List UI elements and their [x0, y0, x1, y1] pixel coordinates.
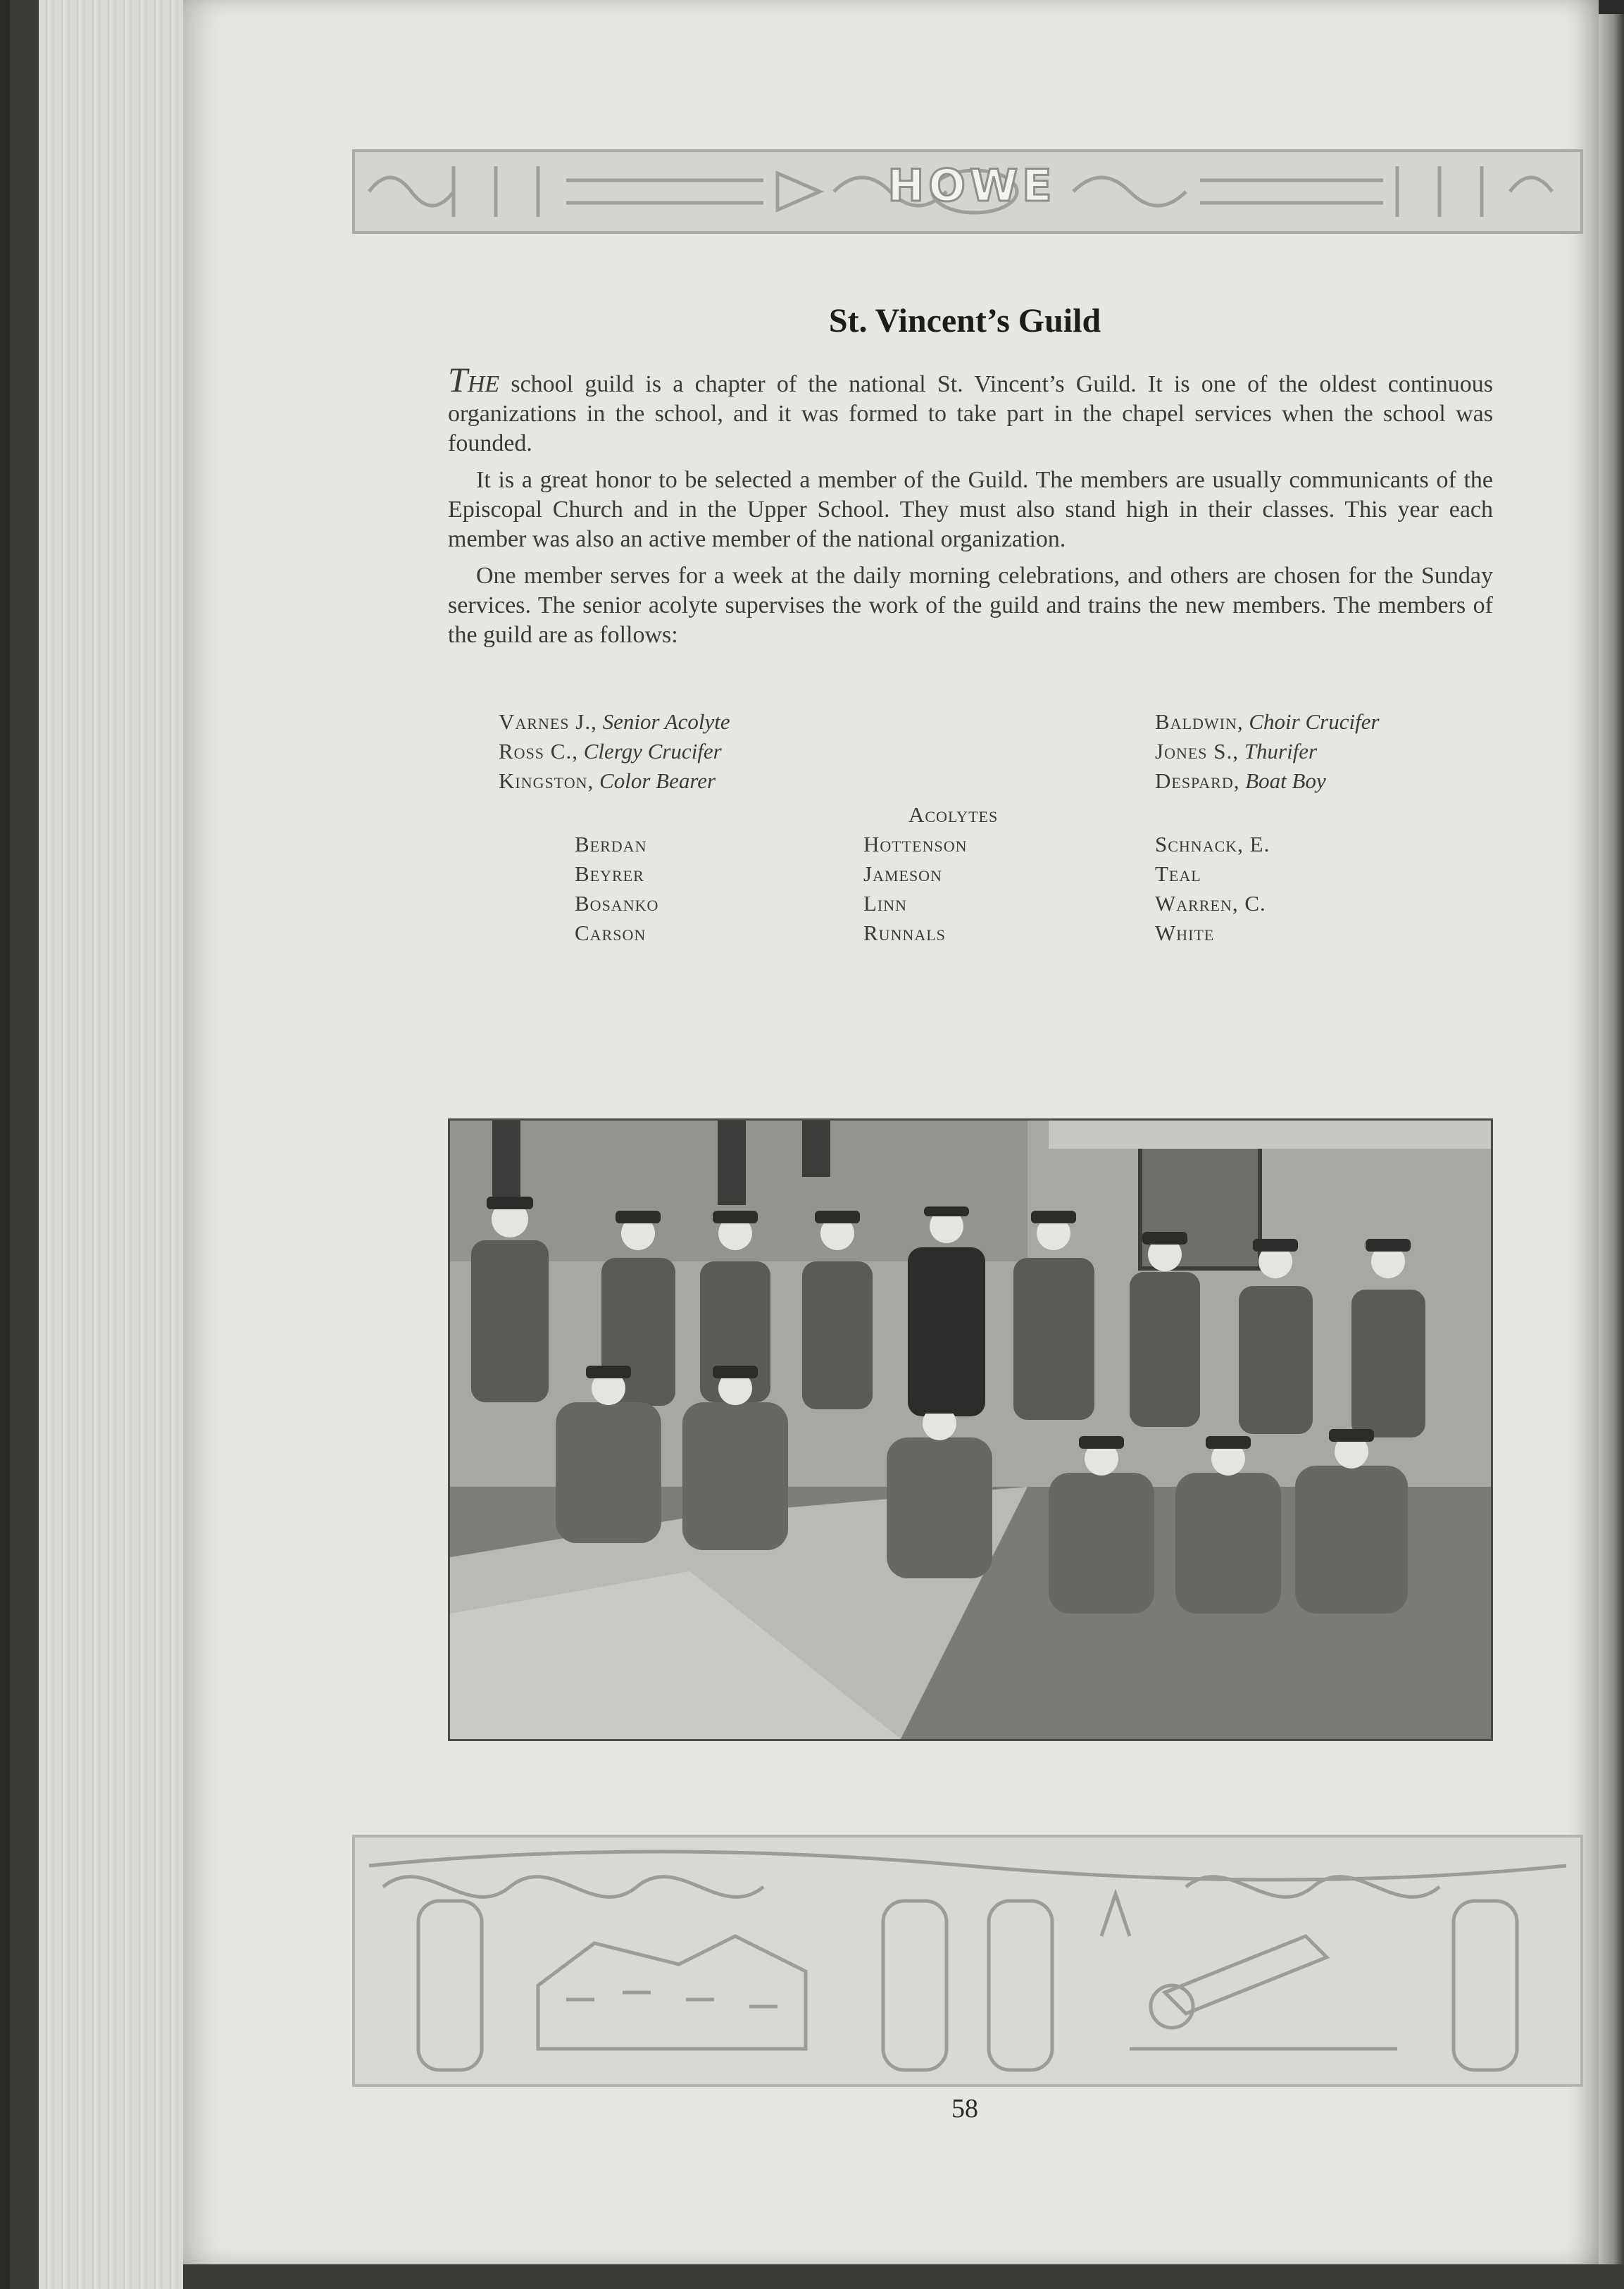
- acolyte-name: White: [1155, 921, 1215, 945]
- acolyte-name: Warren, C.: [1155, 891, 1266, 916]
- officer-entry: Despard, Boat Boy: [1155, 768, 1326, 793]
- acolyte-name: Runnals: [863, 921, 946, 945]
- acolytes-heading: Acolytes: [908, 802, 999, 827]
- acolyte-name: Carson: [575, 921, 647, 945]
- page-stack-edge: [39, 0, 208, 2289]
- acolyte-name: Teal: [1155, 861, 1201, 886]
- paragraph-1: [448, 360, 1493, 459]
- officer-entry: Baldwin, Choir Crucifer: [1155, 709, 1380, 734]
- paragraph-3: One member serves for a week at the daily morning celebrations, and others are chosen for the Sunday services. The senior acolyte supervises the work of the guild and trains the new members. The members of the guild are as follows:: [448, 563, 1493, 648]
- officer-entry: Varnes J., Senior Acolyte: [499, 709, 730, 734]
- officer-entry: Jones S., Thurifer: [1155, 739, 1318, 763]
- group-photograph: [448, 1118, 1493, 1741]
- footer-banner: [352, 1835, 1583, 2087]
- acolytes-column-1: [575, 830, 658, 948]
- lead-word: HE: [467, 371, 500, 397]
- drop-cap: T: [448, 360, 468, 399]
- page-number: 58: [951, 2094, 978, 2123]
- acolyte-name: Linn: [863, 891, 908, 916]
- acolyte-name: Berdan: [575, 832, 647, 856]
- officer-entry: Kingston, Color Bearer: [499, 768, 716, 793]
- acolyte-name: Bosanko: [575, 891, 659, 916]
- acolytes-column-3: [1155, 830, 1270, 948]
- acolyte-name: Beyrer: [575, 861, 644, 886]
- banner-label: HOWE: [887, 160, 1056, 211]
- acolytes-column-2: [863, 830, 968, 948]
- officers-left-list: [499, 707, 730, 796]
- book-right-edge: [1599, 14, 1624, 2289]
- footer-banner-ornament: [355, 1838, 1580, 2084]
- acolyte-name: Jameson: [863, 861, 942, 886]
- paragraph-2: It is a great honor to be selected a member of the Guild. The members are usually communicants of the Episcopal Church and in the Upper School. They must also stand high in their classes. This year each member was also an active member of the national organization.: [448, 467, 1493, 552]
- paragraph-1-text: school guild is a chapter of the national St. Vincent’s Guild. It is one of the oldest continuous organizations in the school, and it was formed to take part in the chapel services when the school was founded.: [448, 371, 1493, 456]
- photograph-illustration: [450, 1121, 1491, 1739]
- book-bottom-edge: [183, 2264, 1624, 2289]
- acolyte-name: Hottenson: [863, 832, 968, 856]
- officer-entry: Ross C., Clergy Crucifer: [499, 739, 722, 763]
- article-body: [448, 360, 1493, 657]
- page-title: St. Vincent’s Guild: [828, 302, 1101, 339]
- acolyte-name: Schnack, E.: [1155, 832, 1270, 856]
- officers-right-list: [1155, 707, 1380, 796]
